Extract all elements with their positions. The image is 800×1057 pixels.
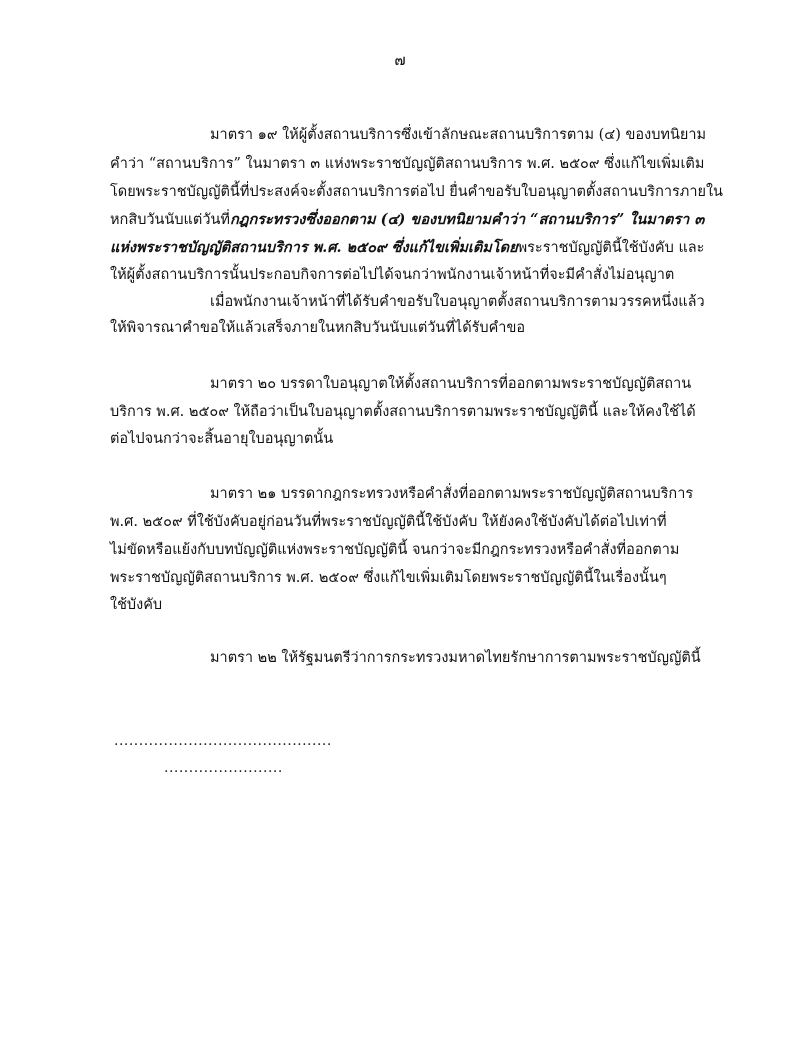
section-19-line-2: คำว่า “สถานบริการ” ในมาตรา ๓ แห่งพระราชบัญญัติสถานบริการ พ.ศ. ๒๕๐๙ ซึ่งแก้ไขเพิ่มเติม xyxy=(110,156,705,172)
section-19-line-4-emphasis: กฎกระทรวงซึ่งออกตาม (๔) ของบทนิยามคำว่า “สถานบริการ” ในมาตรา ๓ xyxy=(229,211,705,228)
section-19-line-4 xyxy=(110,210,704,230)
section-19-line-3: โดยพระราชบัญญัตินี้ที่ประสงค์จะตั้งสถานบริการต่อไป ยื่นคำขอรับใบอนุญาตตั้งสถานบริการภายใน xyxy=(110,184,723,200)
signature-dotted-line-long: ............................................ xyxy=(114,733,332,749)
section-19-line-7: เมื่อพนักงานเจ้าหน้าที่ได้รับคำขอรับใบอนุญาตตั้งสถานบริการตามวรรคหนึ่งแล้ว xyxy=(210,294,705,310)
page-number: ๗ xyxy=(394,51,406,69)
section-19-line-5-text: พระราชบัญญัตินี้ใช้บังคับ และ xyxy=(517,240,705,256)
section-19-line-8: ให้พิจารณาคำขอให้แล้วเสร็จภายในหกสิบวันนับแต่วันที่ได้รับคำขอ xyxy=(110,320,526,336)
section-19-line-5 xyxy=(110,238,704,258)
section-21-line-4: พระราชบัญญัติสถานบริการ พ.ศ. ๒๕๐๙ ซึ่งแก้ไขเพิ่มเติมโดยพระราชบัญญัตินี้ในเรื่องนั้นๆ xyxy=(110,570,667,586)
section-22-line-1: มาตรา ๒๒ ให้รัฐมนตรีว่าการกระทรวงมหาดไทยรักษาการตามพระราชบัญญัตินี้ xyxy=(210,650,701,666)
signature-dotted-line-short: ........................ xyxy=(164,760,283,776)
section-20-line-1: มาตรา ๒๐ บรรดาใบอนุญาตให้ตั้งสถานบริการที่ออกตามพระราชบัญญัติสถาน xyxy=(210,376,692,392)
section-21-line-1: มาตรา ๒๑ บรรดากฎกระทรวงหรือคำสั่งที่ออกตามพระราชบัญญัติสถานบริการ xyxy=(210,486,694,502)
section-21-line-5: ใช้บังคับ xyxy=(110,597,163,613)
section-20-line-2: บริการ พ.ศ. ๒๕๐๙ ให้ถือว่าเป็นใบอนุญาตตั้งสถานบริการตามพระราชบัญญัตินี้ และให้คงใช้ได้ xyxy=(110,404,696,420)
section-19-line-6: ให้ผู้ตั้งสถานบริการนั้นประกอบกิจการต่อไปได้จนกว่าพนักงานเจ้าหน้าที่จะมีคำสั่งไม่อนุญาต xyxy=(110,267,675,283)
section-19-line-1: มาตรา ๑๙ ให้ผู้ตั้งสถานบริการซึ่งเข้าลักษณะสถานบริการตาม (๔) ของบทนิยาม xyxy=(210,127,707,143)
section-19-line-4-text: หกสิบวันนับแต่วันที่ xyxy=(110,212,230,228)
section-20-line-3: ต่อไปจนกว่าจะสิ้นอายุใบอนุญาตนั้น xyxy=(110,431,334,447)
section-21-line-2: พ.ศ. ๒๕๐๙ ที่ใช้บังคับอยู่ก่อนวันที่พระราชบัญญัตินี้ใช้บังคับ ให้ยังคงใช้บังคับได้ต่อไปเท่าที่ xyxy=(110,514,667,530)
section-21-line-3: ไม่ขัดหรือแย้งกับบทบัญญัติแห่งพระราชบัญญัตินี้ จนกว่าจะมีกฎกระทรวงหรือคำสั่งที่ออกตาม xyxy=(110,542,680,558)
section-19-line-5-emphasis: แห่งพระราชบัญญัติสถานบริการ พ.ศ. ๒๕๐๙ ซึ่งแก้ไขเพิ่มเติมโดย xyxy=(110,239,518,256)
